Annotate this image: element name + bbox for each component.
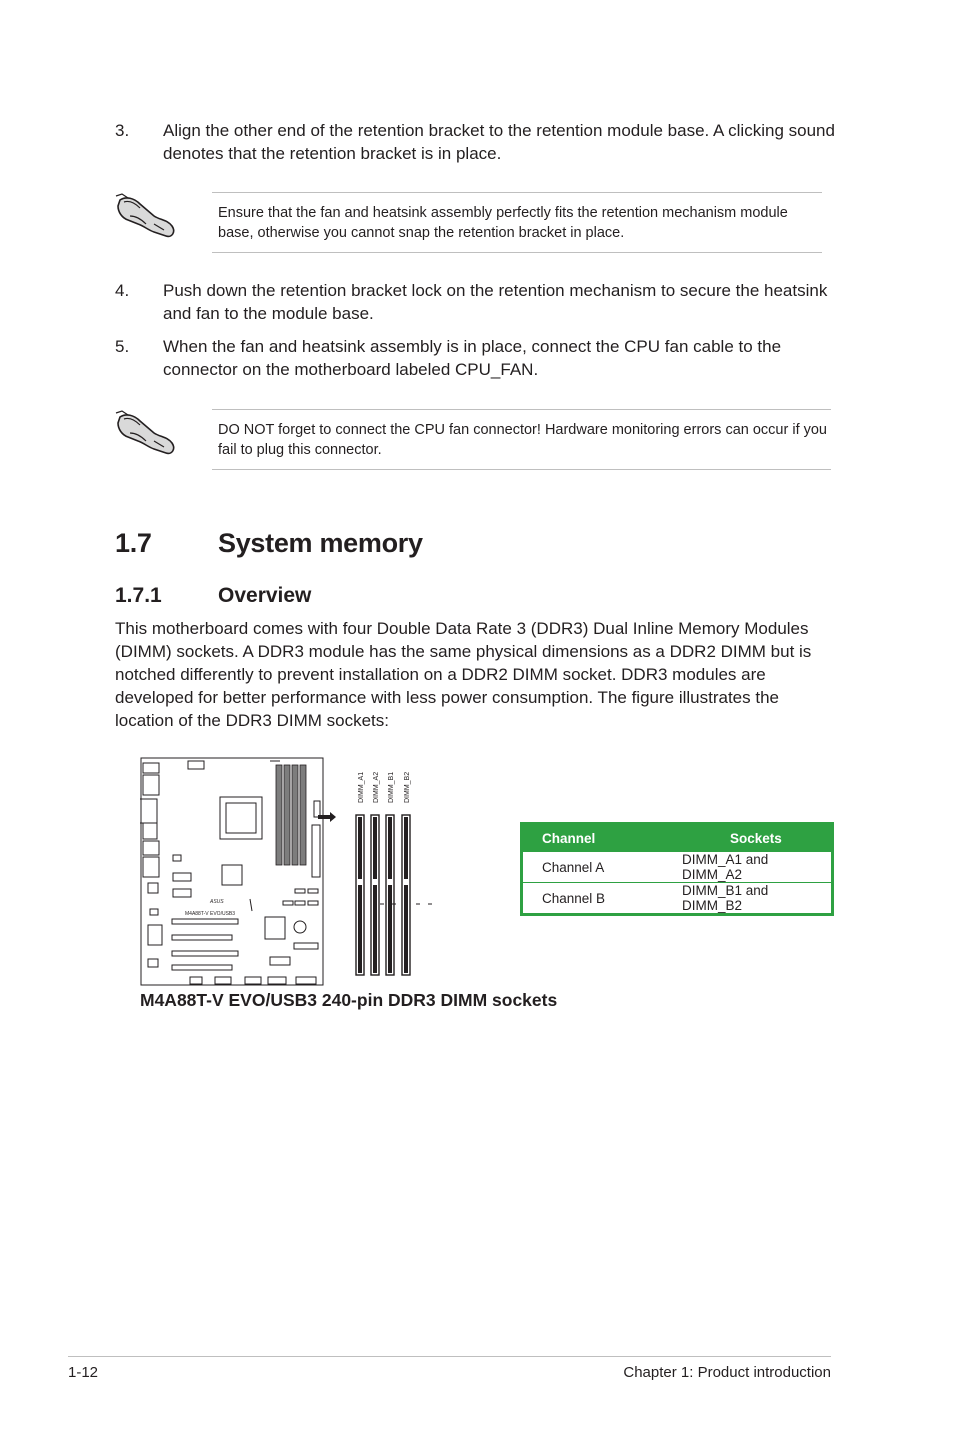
table-row xyxy=(522,852,833,883)
board-label: M4A88T-V EVO/USB3 xyxy=(185,911,236,917)
step-number: 4. xyxy=(115,281,130,300)
dimm-label-b2: DIMM_B2 xyxy=(404,771,411,803)
table-cell: Channel A xyxy=(522,852,661,883)
note-text: DO NOT forget to connect the CPU fan connector! Hardware monitoring errors can occur if you fail to plug this connector. xyxy=(218,422,827,458)
table-cell: DIMM_A1 and DIMM_A2 xyxy=(660,852,833,883)
section-number: 1.7 xyxy=(115,528,152,558)
table-header-row xyxy=(522,824,833,852)
step-number: 3. xyxy=(115,121,130,140)
section-title: System memory xyxy=(218,528,423,558)
table-row xyxy=(522,883,833,915)
dimm-label-a1: DIMM_A1 xyxy=(358,771,365,803)
subsection-number: 1.7.1 xyxy=(115,584,162,607)
figure-caption: M4A88T-V EVO/USB3 240-pin DDR3 DIMM sockets xyxy=(140,990,558,1010)
note-box xyxy=(212,192,822,253)
table-header-sockets: Sockets xyxy=(660,824,833,852)
dimm-label-a2: DIMM_A2 xyxy=(373,771,380,803)
step-text: Push down the retention bracket lock on the retention mechanism to secure the heatsink and fan to the module base. xyxy=(163,281,828,323)
dimm-label-b1: DIMM_B1 xyxy=(388,771,395,803)
chapter-title: Chapter 1: Product introduction xyxy=(623,1364,831,1381)
table-header-channel: Channel xyxy=(522,824,661,852)
hand-note-icon xyxy=(114,190,180,242)
table-cell: DIMM_B1 and DIMM_B2 xyxy=(660,883,833,915)
footer-divider xyxy=(68,1356,831,1357)
table-cell: Channel B xyxy=(522,883,661,915)
step-text: When the fan and heatsink assembly is in place, connect the CPU fan cable to the connector on the motherboard labeled CPU_FAN. xyxy=(163,337,782,379)
brand-logo: ASUS xyxy=(210,899,224,905)
step-number: 5. xyxy=(115,337,130,356)
page-number: 1-12 xyxy=(68,1364,99,1381)
channel-table xyxy=(520,822,834,916)
overview-paragraph: This motherboard comes with four Double Data Rate 3 (DDR3) Dual Inline Memory Modules (DIMM) sockets. A DDR3 module has the same physical dimensions as a DDR2 DIMM but is notched differently to prevent installation on a DDR2 DIMM socket. DDR3 modules are developed for better performance with less power consumption. The figure illustrates the location of the DDR3 DIMM sockets: xyxy=(115,619,812,730)
subsection-title: Overview xyxy=(218,584,312,607)
note-box xyxy=(212,409,831,470)
hand-note-icon xyxy=(114,407,180,459)
step-text: Align the other end of the retention bracket to the retention module base. A clicking sound denotes that the retention bracket is in place. xyxy=(163,121,835,163)
note-text: Ensure that the fan and heatsink assembly perfectly fits the retention mechanism module base, otherwise you cannot snap the retention bracket in place. xyxy=(218,205,788,241)
motherboard-diagram xyxy=(140,757,440,987)
